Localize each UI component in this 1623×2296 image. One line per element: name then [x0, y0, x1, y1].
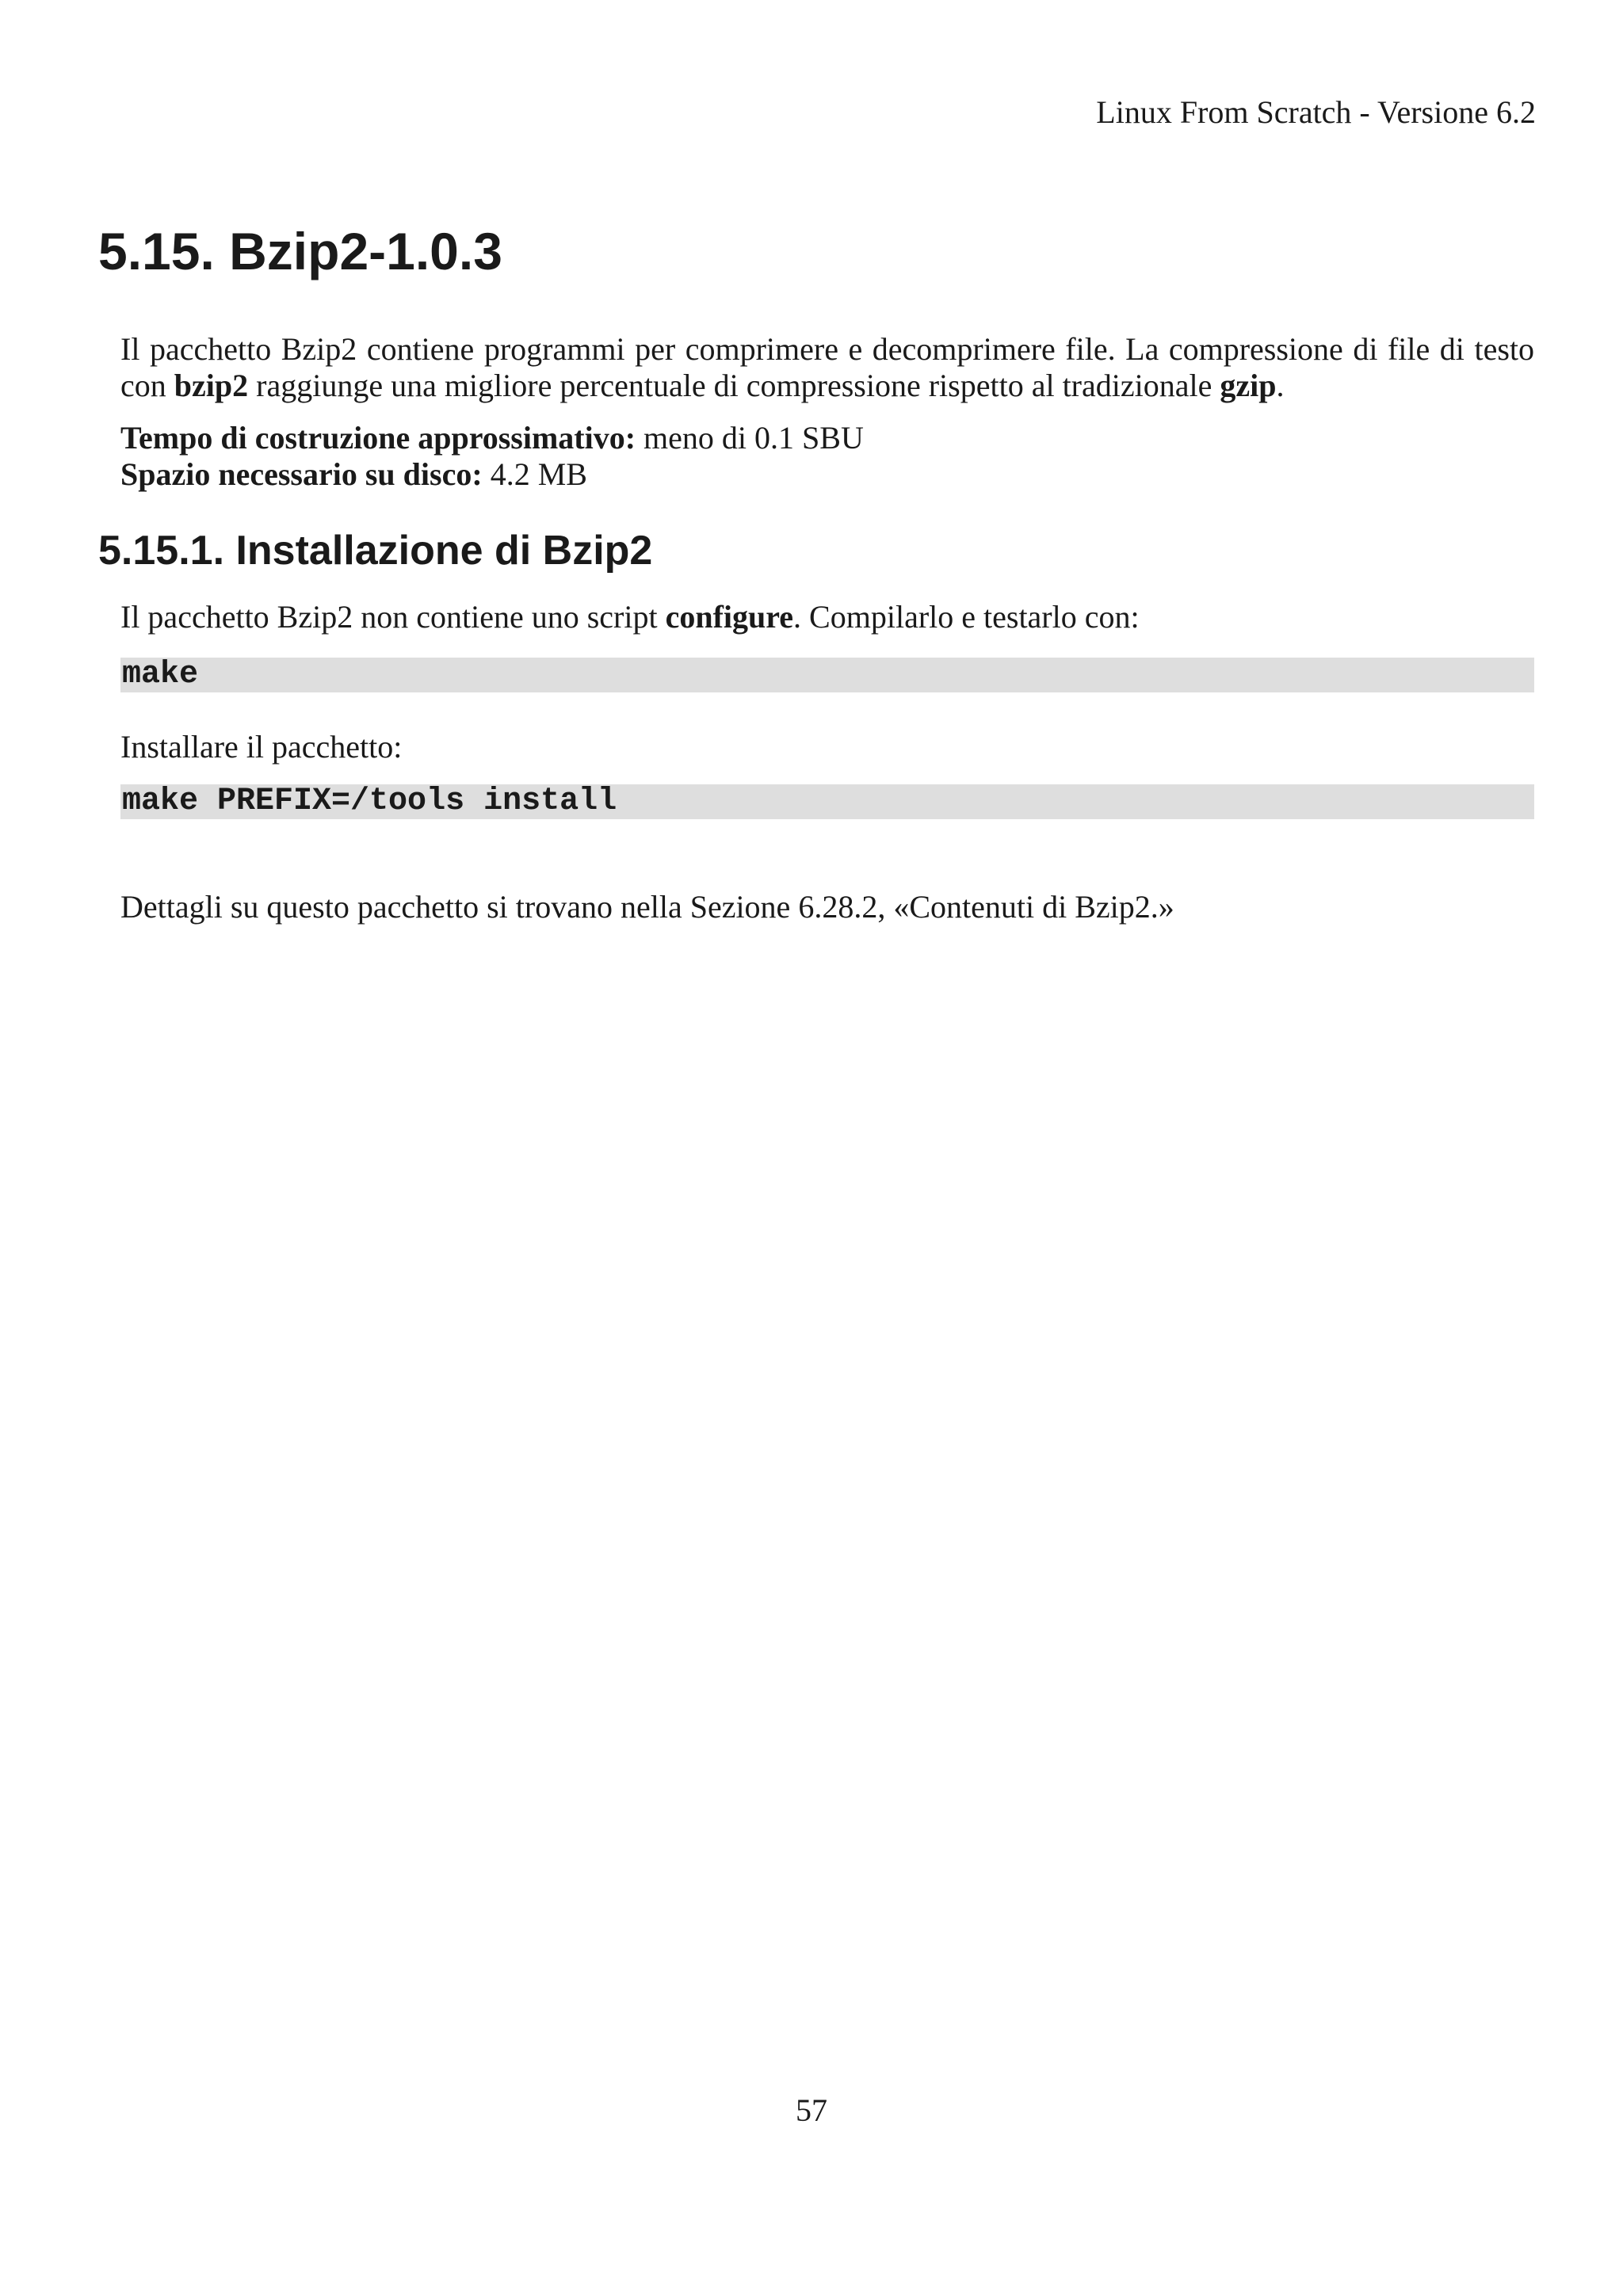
paragraph-text: . Compilarlo e testarlo con:	[793, 599, 1140, 635]
intro-text: Il pacchetto Bzip2 contiene programmi per comprimere e decomprimere file. La compressione di file di testo con	[120, 331, 1534, 403]
paragraph-text: Il pacchetto Bzip2 non contiene uno script	[120, 599, 666, 635]
package-info	[120, 420, 1534, 493]
details-paragraph: Dettagli su questo pacchetto si trovano nella Sezione 6.28.2, «Contenuti di Bzip2.»	[120, 889, 1174, 925]
configure-paragraph	[120, 599, 1140, 635]
code-block-make: make	[120, 658, 1534, 692]
configure-command: configure	[665, 599, 794, 635]
intro-text: raggiunge una migliore percentuale di compressione rispetto al tradizionale	[248, 368, 1220, 403]
install-paragraph: Installare il pacchetto:	[120, 729, 403, 765]
build-time-row	[120, 420, 1534, 456]
code-block-install: make PREFIX=/tools install	[120, 784, 1534, 819]
page-number: 57	[796, 2092, 827, 2128]
section-title: 5.15.1. Installazione di Bzip2	[98, 528, 653, 574]
gzip-command: gzip	[1220, 368, 1277, 403]
bzip2-command: bzip2	[174, 368, 249, 403]
running-header: Linux From Scratch - Versione 6.2	[1096, 94, 1536, 130]
intro-paragraph	[120, 331, 1534, 404]
intro-text: .	[1276, 368, 1285, 403]
disk-space-row	[120, 456, 1534, 493]
build-time-value: meno di 0.1 SBU	[636, 420, 864, 456]
disk-space-label: Spazio necessario su disco:	[120, 456, 483, 492]
chapter-title: 5.15. Bzip2-1.0.3	[98, 222, 502, 280]
disk-space-value: 4.2 MB	[482, 456, 587, 492]
build-time-label: Tempo di costruzione approssimativo:	[120, 420, 636, 456]
